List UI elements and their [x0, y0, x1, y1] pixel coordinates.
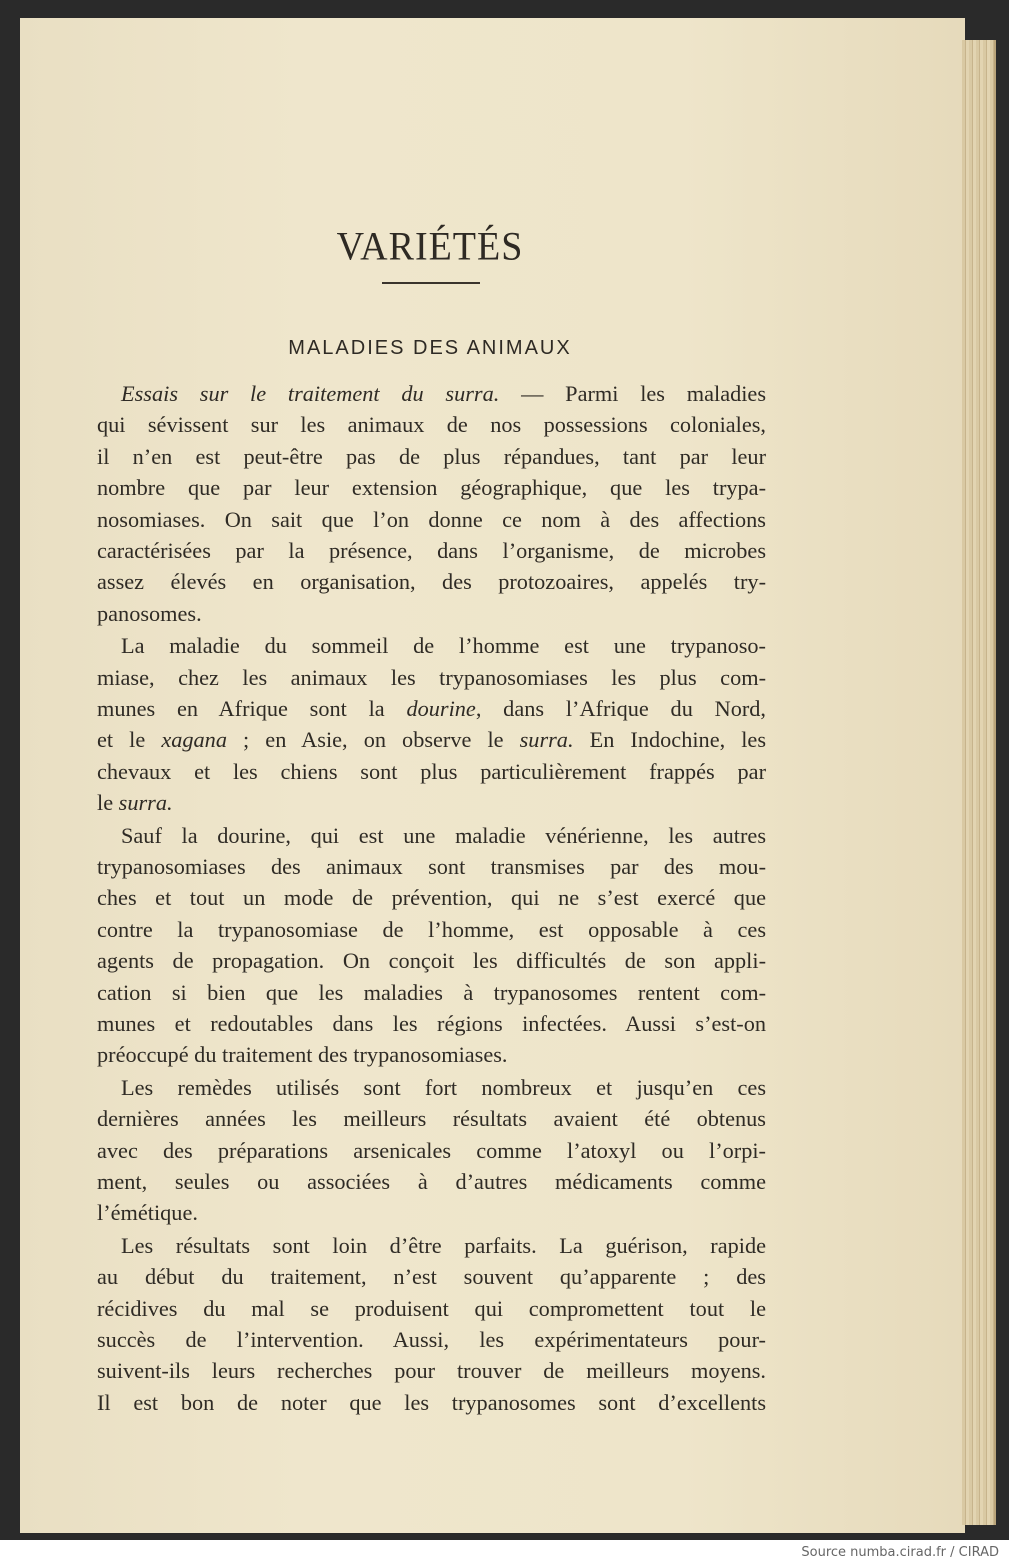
text-line: [97, 380, 766, 408]
text-segment: assez élevés en organisation, des protozoaires, appelés try-: [97, 569, 766, 595]
source-credit: Source numba.cirad.fr / CIRAD: [801, 1545, 999, 1560]
text-segment: contre la trypanosomiase de l’homme, est opposable à ces: [97, 916, 766, 942]
text-segment: récidives du mal se produisent qui compromettent tout le: [97, 1295, 766, 1321]
text-line: [97, 789, 766, 817]
text-segment: succès de l’intervention. Aussi, les expérimentateurs pour-: [97, 1327, 766, 1352]
text-segment: dernières années les meilleurs résultats avaient été obtenus: [97, 1106, 766, 1132]
text-line: [97, 1074, 766, 1102]
text-segment: agents de propagation. On conçoit les difficultés de son appli-: [97, 948, 766, 974]
text-segment: Il est bon de noter que les trypanosomes sont d’excellents: [97, 1389, 766, 1415]
italic-text: xagana: [161, 727, 227, 753]
text-segment: caractérisées par la présence, dans l’organisme, de microbes: [97, 538, 766, 563]
text-segment: Sauf la dourine, qui est une maladie vénérienne, les autres: [121, 822, 766, 848]
text-line: [97, 664, 766, 692]
text-line: [97, 568, 766, 596]
text-line: [97, 916, 766, 944]
text-segment: chevaux et les chiens sont plus particulièrement frappés par: [97, 758, 766, 784]
text-segment: trypanosomiases des animaux sont transmises par des mou-: [97, 854, 766, 879]
text-segment: avec des préparations arsenicales comme l’atoxyl ou l’orpi-: [97, 1137, 766, 1163]
text-segment: et le: [97, 727, 162, 753]
text-line: [97, 979, 766, 1007]
text-line: [97, 695, 766, 723]
text-line: [97, 1326, 766, 1354]
text-line: [97, 1357, 766, 1385]
page-heading: [0, 225, 860, 269]
text-segment: nosomiases. On sait que l’on donne ce nom à des affections: [97, 506, 766, 532]
text-segment: préoccupé du traitement des trypanosomiases.: [97, 1042, 508, 1068]
text-line: [97, 1389, 766, 1417]
text-line: [97, 600, 766, 628]
text-line: [97, 632, 766, 660]
text-segment: le: [97, 790, 119, 816]
text-segment: nombre que par leur extension géographique, que les trypa-: [97, 475, 766, 501]
text-segment: suivent-ils leurs recherches pour trouver de meilleurs moyens.: [97, 1358, 766, 1384]
italic-text: dourine: [406, 696, 476, 721]
text-line: [97, 884, 766, 912]
text-line: [97, 853, 766, 881]
text-line: [97, 443, 766, 471]
text-line: [97, 1263, 766, 1291]
text-segment: La maladie du sommeil de l’homme est une trypanoso-: [121, 633, 766, 659]
heading-rule: [382, 282, 480, 284]
text-segment: En Indochine, les: [573, 727, 766, 753]
text-line: [97, 1232, 766, 1260]
text-segment: au début du traitement, n’est souvent qu’apparente ; des: [97, 1264, 766, 1290]
text-segment: Les remèdes utilisés sont fort nombreux et jusqu’en ces: [121, 1074, 766, 1100]
text-line: [97, 1105, 766, 1133]
text-segment: ; en Asie, on observe le: [226, 727, 520, 753]
heading-text: VARIÉTÉS: [336, 224, 524, 270]
text-segment: munes et redoutables dans les régions infectées. Aussi s’est-on: [97, 1011, 766, 1036]
text-segment: ches et tout un mode de prévention, qui ne s’est exercé que: [97, 885, 766, 911]
page-edges: [962, 40, 996, 1525]
text-segment: — Parmi les maladies: [499, 381, 767, 406]
text-segment: ment, seules ou associées à d’autres médicaments comme: [97, 1169, 766, 1194]
text-line: [97, 1168, 766, 1196]
text-segment: l’émétique.: [97, 1200, 198, 1226]
text-line: [97, 1137, 766, 1165]
text-line: [97, 506, 766, 534]
italic-text: Essais sur le traitement du surra.: [121, 381, 500, 406]
text-segment: qui sévissent sur les animaux de nos possessions coloniales,: [97, 412, 766, 438]
italic-text: surra.: [519, 727, 574, 753]
text-segment: , dans l’Afrique du Nord,: [475, 696, 767, 721]
text-line: [97, 822, 766, 850]
text-segment: miase, chez les animaux les trypanosomiases les plus com-: [97, 664, 766, 690]
text-line: [97, 1199, 766, 1227]
text-segment: Les résultats sont loin d’être parfaits. La guérison, rapide: [121, 1232, 766, 1258]
text-line: [97, 537, 766, 565]
text-line: [97, 1295, 766, 1323]
text-line: [97, 947, 766, 975]
text-segment: munes en Afrique sont la: [97, 696, 407, 721]
text-segment: cation si bien que les maladies à trypanosomes rentent com-: [97, 979, 766, 1005]
text-line: [97, 1041, 766, 1069]
text-line: [97, 1010, 766, 1038]
section-title: MALADIES DES ANIMAUX: [288, 337, 572, 359]
italic-text: surra.: [118, 790, 173, 816]
text-segment: panosomes.: [97, 600, 202, 626]
text-line: [97, 726, 766, 754]
text-line: [97, 474, 766, 502]
text-segment: il n’en est peut-être pas de plus répandues, tant par leur: [97, 443, 766, 469]
text-line: [97, 411, 766, 439]
text-line: [97, 758, 766, 786]
